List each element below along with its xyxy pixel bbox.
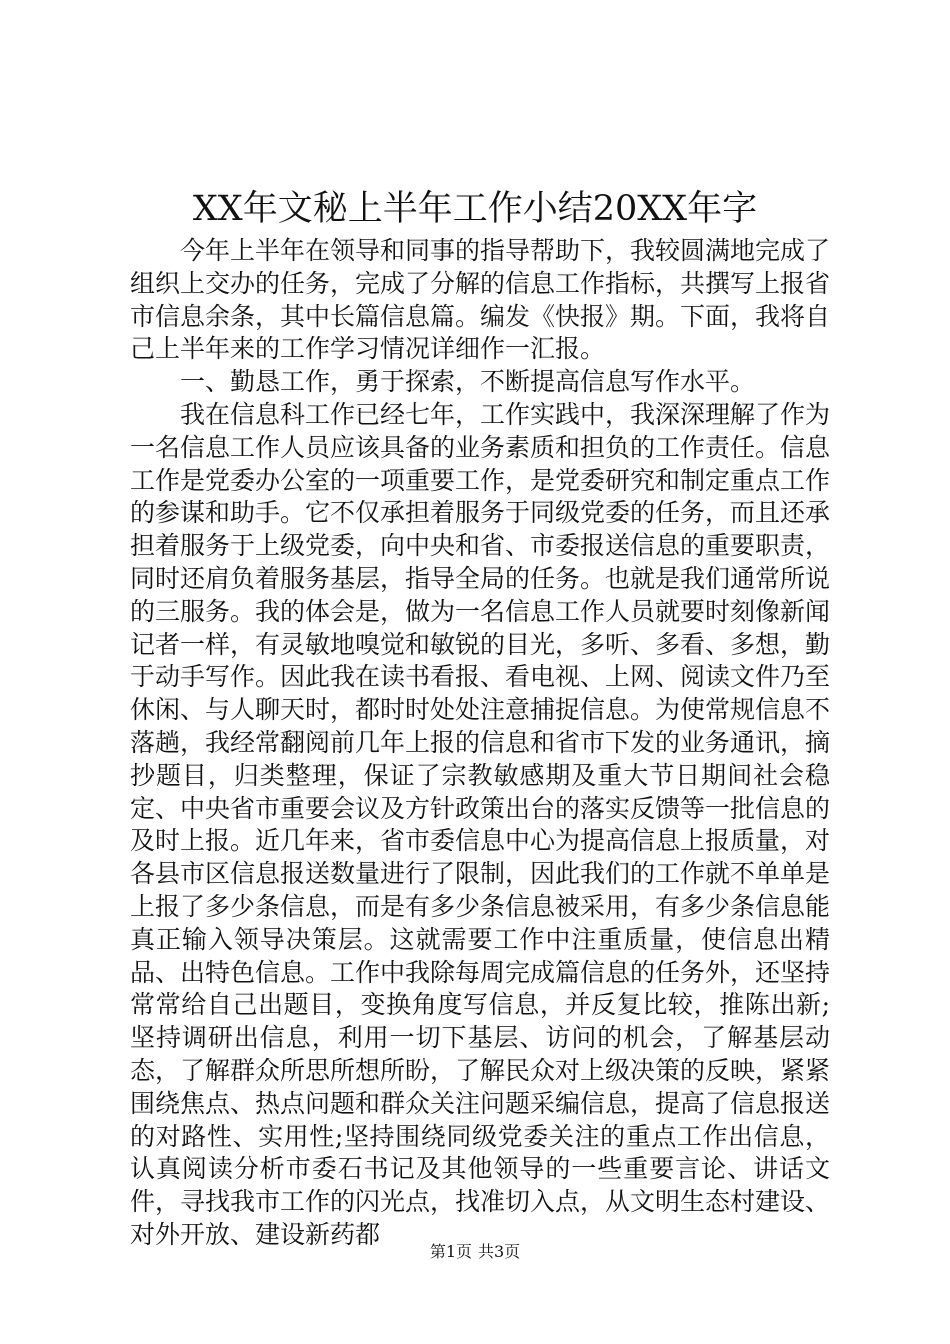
paragraph-intro: 今年上半年在领导和同事的指导帮助下，我较圆满地完成了组织上交办的任务，完成了分解的信息工作指标，共撰写上报省市信息余条，其中长篇信息篇。编发《快报》期。下面，我将自己上半年来的工作学习情况详细作一汇报。 — [130, 236, 831, 364]
paragraph-section-heading: 一、勤恳工作，勇于探索，不断提高信息写作水平。 — [180, 367, 756, 397]
page-total: 共3页 — [478, 1242, 521, 1261]
page-number: 第1页 — [429, 1242, 472, 1261]
document-body — [130, 235, 830, 1252]
paragraph-main: 我在信息科工作已经七年，工作实践中，我深深理解了作为一名信息工作人员应该具备的业务素质和担负的工作责任。信息工作是党委办公室的一项重要工作，是党委研究和制定重点工作的参谋和助手。它不仅承担着服务于同级党委的任务，而且还承担着服务于上级党委，向中央和省、市委报送信息的重要职责，同时还肩负着服务基层，指导全局的任务。也就是我们通常所说的三服务。我的体会是，做为一名信息工作人员就要时刻像新闻记者一样，有灵敏地嗅觉和敏锐的目光，多听、多看、多想，勤于动手写作。因此我在读书看报、看电视、上网、阅读文件乃至休闲、与人聊天时，都时时处处注意捕捉信息。为使常规信息不落趟，我经常翻阅前几年上报的信息和省市下发的业务通讯，摘抄题目，归类整理，保证了宗教敏感期及重大节日期间社会稳定、中央省市重要会议及方针政策出台的落实反馈等一批信息的及时上报。近几年来，省市委信息中心为提高信息上报质量，对各县市区信息报送数量进行了限制，因此我们的工作就不单单是上报了多少条信息，而是有多少条信息被采用，有多少条信息能真正输入领导决策层。这就需要工作中注重质量，使信息出精品、出特色信息。工作中我除每周完成篇信息的任务外，还坚持常常给自己出题目，变换角度写信息，并反复比较，推陈出新;坚持调研出信息，利用一切下基层、访问的机会，了解基层动态，了解群众所思所想所盼，了解民众对上级决策的反映，紧紧围绕焦点、热点问题和群众关注问题采编信息，提高了信息报送的对路性、实用性;坚持围绕同级党委关注的重点工作出信息，认真阅读分析市委石书记及其他领导的一些重要言论、讲话文件，寻找我市工作的闪光点，找准切入点，从文明生态村建设、对外开放、建设新药都 — [130, 399, 831, 1249]
page-footer — [0, 1240, 950, 1264]
document-title: XX年文秘上半年工作小结20XX年字 — [192, 189, 758, 229]
